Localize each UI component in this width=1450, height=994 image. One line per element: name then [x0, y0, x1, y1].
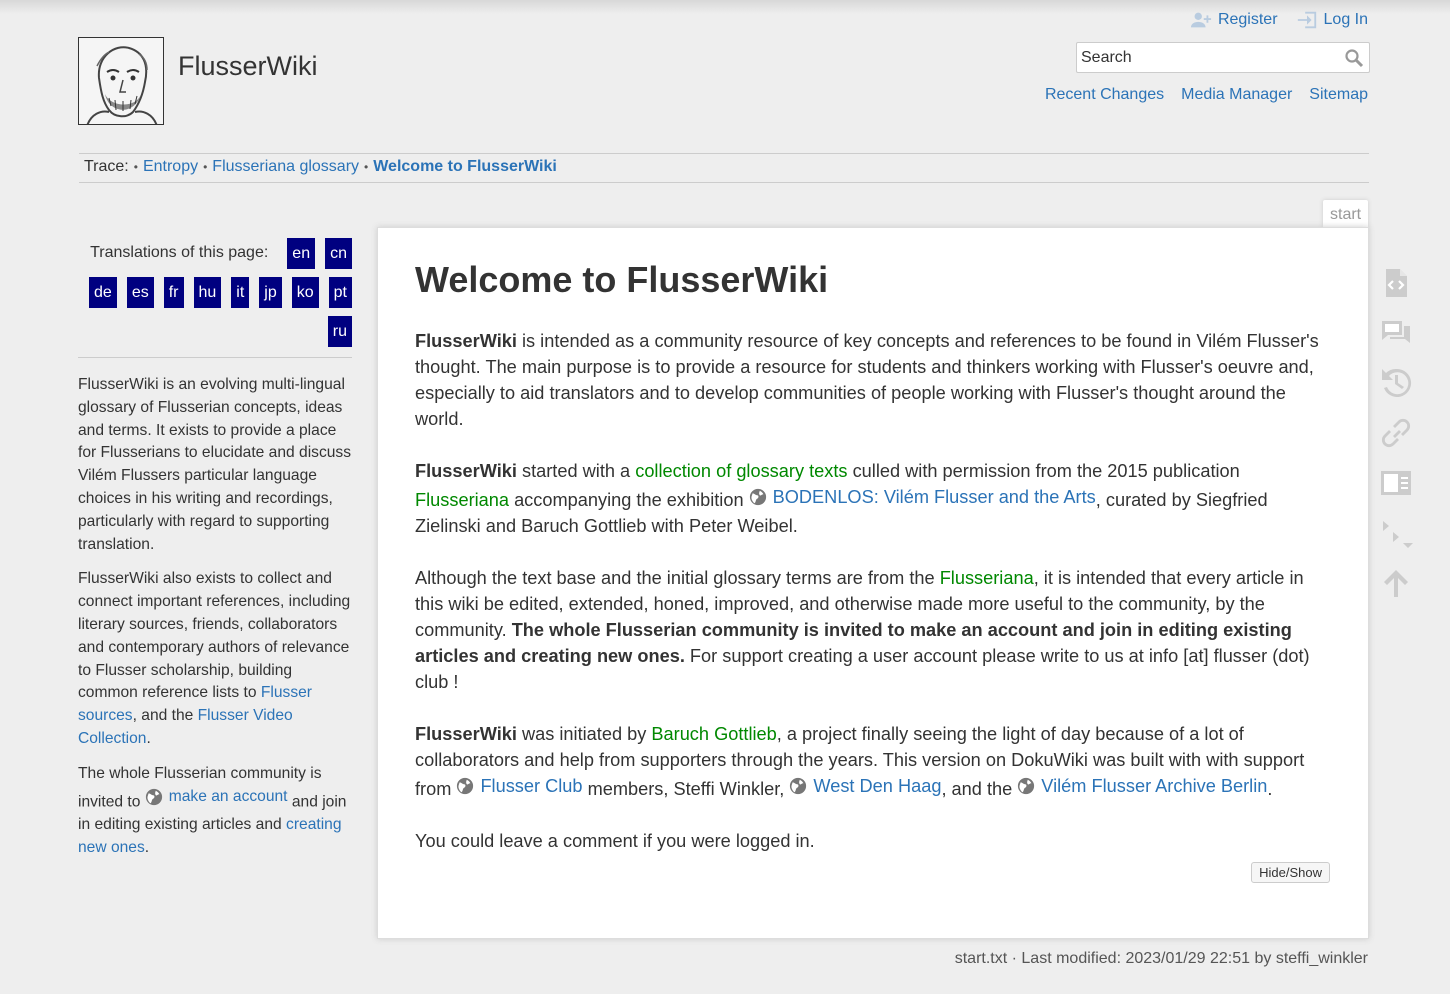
collapse-icon — [1379, 516, 1413, 550]
sidebar-invite-text — [78, 763, 352, 860]
article-paragraph-credits — [415, 721, 1335, 802]
login-label: Log In — [1323, 11, 1368, 28]
sidebar-text: and join in editing existing articles and — [78, 792, 347, 833]
logo-portrait-image — [79, 38, 164, 125]
site-logo[interactable] — [78, 37, 164, 125]
flusseriana-link[interactable]: Flusseriana — [415, 490, 510, 510]
discussion-icon — [1379, 316, 1413, 350]
breadcrumb-flusseriana-glossary[interactable]: Flusseriana glossary — [212, 158, 360, 175]
article-text: Although the text base and the initial glossary terms are from the — [415, 568, 940, 588]
breadcrumb-entropy[interactable]: Entropy — [142, 158, 199, 175]
bold-text: The whole Flusserian community is invited to make an account and join in editing existing articles and creating new ones. — [415, 620, 1292, 666]
sidebar-text: FlusserWiki also exists to collect and connect important references, including literary sources, friends, collaborators and contemporary authors of relevance to Flusser scholarship, building common reference lists to — [78, 570, 351, 702]
flusser-club-link[interactable] — [456, 773, 582, 799]
page-id-tab: start — [1323, 200, 1368, 230]
bold-text: FlusserWiki — [415, 461, 517, 481]
backlinks-icon — [1379, 416, 1413, 450]
show-source-button[interactable] — [1378, 265, 1414, 301]
globe-icon — [749, 488, 767, 506]
lang-fr[interactable]: fr — [164, 277, 184, 308]
lang-en[interactable]: en — [287, 238, 315, 269]
register-label: Register — [1217, 11, 1278, 28]
sitemap-link[interactable]: Sitemap — [1309, 86, 1368, 103]
search-icon — [1344, 48, 1364, 68]
bodenlos-label: BODENLOS: Vilém Flusser and the Arts — [772, 487, 1096, 507]
hide-show-button[interactable]: Hide/Show — [1251, 862, 1330, 883]
media-manager-link[interactable]: Media Manager — [1181, 86, 1293, 103]
west-den-haag-link[interactable] — [789, 773, 941, 799]
globe-icon — [1017, 777, 1035, 795]
lang-pt[interactable]: pt — [329, 277, 352, 308]
collapse-button[interactable] — [1378, 515, 1414, 551]
discussion-button[interactable] — [1378, 315, 1414, 351]
old-revisions-button[interactable] — [1378, 365, 1414, 401]
flusser-club-label: Flusser Club — [480, 776, 583, 796]
flusser-archive-link[interactable] — [1017, 773, 1267, 799]
article-paragraph-origin — [415, 458, 1335, 539]
article-text: was initiated by — [516, 724, 652, 744]
lang-es[interactable]: es — [127, 277, 154, 308]
user-tools — [1190, 10, 1368, 30]
flusser-sources-link[interactable]: Flusser sources — [78, 684, 312, 725]
article-paragraph-community — [415, 565, 1335, 695]
west-den-haag-label: West Den Haag — [813, 776, 942, 796]
article-text: , curated by Siegfried Zielinski and Baruch Gottlieb with Peter Weibel. — [415, 490, 1268, 536]
breadcrumb-separator: • — [203, 160, 208, 174]
translations-panel — [78, 234, 352, 358]
article-paragraph-intro — [415, 328, 1335, 432]
globe-icon — [456, 777, 474, 795]
site-title[interactable]: FlusserWiki — [178, 51, 318, 81]
make-account-link[interactable] — [145, 786, 288, 809]
fold-sidebar-button[interactable] — [1378, 465, 1414, 501]
breadcrumb-divider-bottom — [79, 182, 1369, 183]
article-text: members, Steffi Winkler, — [582, 779, 790, 799]
article — [415, 258, 1335, 880]
sidebar-text: . — [146, 729, 151, 747]
article-text: culled with permission from the 2015 publication — [847, 461, 1240, 481]
sidebar-text: . — [144, 838, 150, 856]
lang-cn[interactable]: cn — [325, 238, 352, 269]
show-source-icon — [1379, 266, 1413, 300]
article-text: accompanying the exhibition — [509, 490, 749, 510]
search-input[interactable] — [1077, 43, 1339, 72]
login-link[interactable] — [1296, 10, 1368, 30]
breadcrumb-divider-top — [79, 153, 1369, 154]
register-link[interactable] — [1190, 10, 1278, 30]
bodenlos-link[interactable] — [749, 484, 1096, 510]
sidebar-references-text — [78, 568, 352, 750]
lang-it[interactable]: it — [231, 277, 249, 308]
article-text: is intended as a community resource of key concepts and references to be found in Vilém Flusser's thought. The main purpose is to provide a resource for students and thinkers working with Flusser's oeuvre and, especially to aid translators and to develop communities of people working with Flusser's thought around the world. — [415, 331, 1319, 429]
backlinks-button[interactable] — [1378, 415, 1414, 451]
back-to-top-icon — [1379, 566, 1413, 600]
baruch-gottlieb-link[interactable]: Baruch Gottlieb — [651, 724, 777, 744]
login-icon — [1296, 10, 1318, 30]
flusser-archive-label: Vilém Flusser Archive Berlin — [1041, 776, 1268, 796]
article-text: , a project finally seeing the light of day because of a lot of collaborators and help from supporters through the years. This version on DokuWiki was built with with support from — [415, 724, 1305, 799]
page-tools — [1378, 265, 1414, 601]
flusseriana-link[interactable]: Flusseriana — [939, 568, 1034, 588]
creating-new-ones-link[interactable]: creating new ones — [78, 815, 342, 856]
translations-label: Translations of this page: — [90, 244, 269, 262]
breadcrumb-separator: • — [364, 160, 369, 174]
document-info: start.txt · Last modified: 2023/01/29 22:51 by steffi_winkler — [954, 950, 1368, 967]
register-icon — [1190, 10, 1212, 30]
bold-text: FlusserWiki — [415, 331, 517, 351]
page-content — [377, 227, 1369, 939]
article-text: , and the — [941, 779, 1018, 799]
sidebar-intro-text: FlusserWiki is an evolving multi-lingual glossary of Flusserian concepts, ideas and terms. It exists to provide a place for Flusserians to elucidate and discuss Vilém Flussers particular language choices in his writing and recordings, particularly with regard to supporting translation. — [78, 376, 352, 553]
sidebar — [78, 234, 352, 871]
lang-hu[interactable]: hu — [194, 277, 222, 308]
old-revisions-icon — [1379, 366, 1413, 400]
bold-text: FlusserWiki — [415, 724, 517, 744]
lang-de[interactable]: de — [89, 277, 117, 308]
page-title: Welcome to FlusserWiki — [415, 259, 829, 300]
flusser-video-collection-link[interactable]: Flusser Video Collection — [78, 707, 293, 747]
site-tools — [1045, 86, 1368, 104]
comment-login-note: You could leave a comment if you were logged in. — [415, 831, 815, 851]
glossary-texts-link[interactable]: collection of glossary texts — [635, 461, 848, 481]
breadcrumb-label: Trace: — [84, 158, 129, 175]
recent-changes-link[interactable]: Recent Changes — [1044, 86, 1165, 103]
fold-sidebar-icon — [1379, 466, 1413, 500]
article-text: , it is intended that every article in this wiki be edited, extended, honed, improved, and otherwise made more useful to the community, by the community. — [415, 568, 1304, 640]
make-account-label: make an account — [168, 787, 288, 805]
article-text: For support creating a user account please write to us at info [at] flusser (dot) club ! — [415, 646, 1310, 692]
back-to-top-button[interactable] — [1378, 565, 1414, 601]
article-text: . — [1267, 779, 1273, 799]
lang-ko[interactable]: ko — [292, 277, 319, 308]
lang-ru[interactable]: ru — [328, 316, 352, 347]
sidebar-text: The whole Flusserian community is invited to — [78, 764, 322, 810]
lang-jp[interactable]: jp — [259, 277, 281, 308]
breadcrumb-welcome[interactable]: Welcome to FlusserWiki — [373, 158, 557, 175]
breadcrumb-separator: • — [133, 160, 138, 174]
globe-icon — [145, 788, 163, 806]
globe-icon — [789, 777, 807, 795]
breadcrumb — [84, 158, 557, 176]
search-button[interactable] — [1339, 43, 1369, 72]
article-text: started with a — [516, 461, 636, 481]
search-box — [1076, 42, 1370, 73]
sidebar-text: , and the — [132, 707, 198, 725]
